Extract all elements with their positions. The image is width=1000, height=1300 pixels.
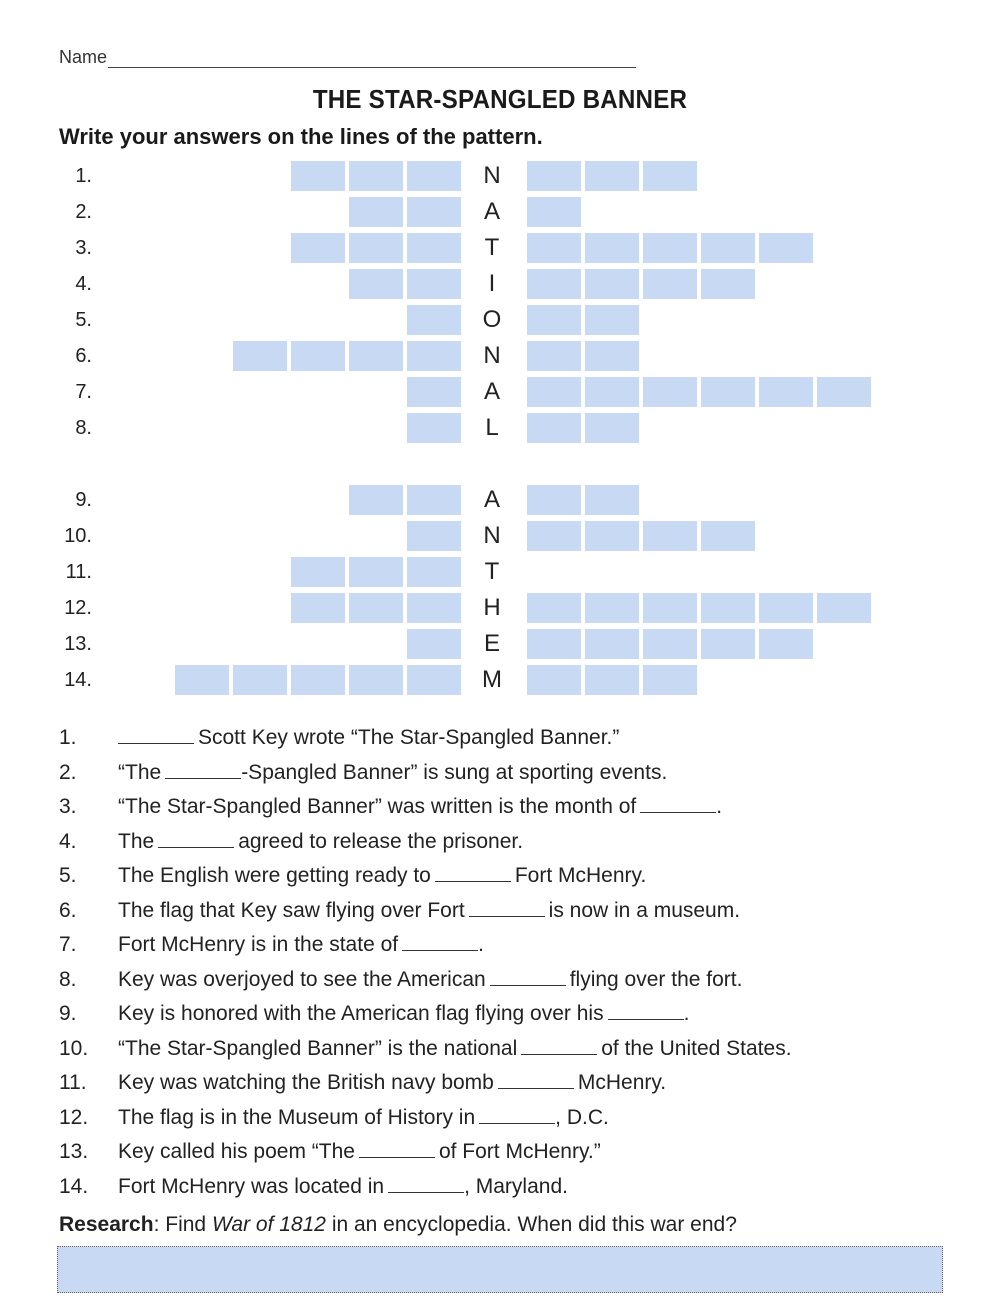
answer-cell-right[interactable] — [585, 521, 639, 551]
answer-cell-left[interactable] — [291, 593, 345, 623]
row-number: 12. — [64, 597, 92, 619]
answer-cell-left[interactable] — [407, 665, 461, 695]
clue-text-after: flying over the fort. — [569, 967, 743, 991]
clue-text-before: Key is honored with the American flag flying over his — [118, 1002, 604, 1025]
answer-cell-left[interactable] — [407, 521, 461, 551]
clue-blank[interactable] — [469, 898, 545, 917]
clue-text-before: Fort McHenry is in the state of — [118, 933, 399, 956]
key-letter: E — [483, 630, 500, 657]
clue-text-after: . — [683, 1002, 690, 1025]
clue-text-before: The flag is in the Museum of History in — [118, 1105, 476, 1129]
clue-text-before: “The Star-Spangled Banner” was written is the month of — [118, 795, 637, 818]
clue-number: 13. — [59, 1140, 89, 1163]
clue-blank[interactable] — [359, 1139, 435, 1158]
page-title: THE STAR-SPANGLED BANNER — [312, 84, 688, 114]
answer-cell-right[interactable] — [643, 665, 697, 695]
clue-item — [59, 930, 484, 960]
answer-cell-right[interactable] — [585, 593, 639, 623]
answer-cell-left[interactable] — [407, 485, 461, 515]
answer-cell-right[interactable] — [701, 521, 755, 551]
key-letter: M — [482, 666, 502, 693]
key-letter: A — [483, 198, 500, 225]
clue-item — [59, 896, 740, 926]
answer-cell-right[interactable] — [759, 233, 813, 263]
answer-cell-right[interactable] — [585, 305, 639, 335]
clue-text-before: The flag that Key saw flying over Fort — [118, 898, 465, 922]
answer-cell-right[interactable] — [817, 593, 871, 623]
answer-cell-left[interactable] — [407, 377, 461, 407]
answer-cell-left[interactable] — [407, 557, 461, 587]
clue-item — [59, 827, 523, 857]
answer-cell-left[interactable] — [349, 485, 403, 515]
clue-item — [59, 792, 722, 822]
clue-text-after: , Maryland. — [464, 1174, 568, 1198]
answer-cell-left[interactable] — [349, 593, 403, 623]
clue-text-after: Scott Key wrote “The Star-Spangled Banner.” — [198, 726, 620, 749]
clue-text-after: of Fort McHenry.” — [438, 1140, 601, 1163]
answer-cell-right[interactable] — [585, 665, 639, 695]
clue-number: 1. — [59, 726, 77, 749]
answer-cell-right[interactable] — [585, 629, 639, 659]
research-prompt — [59, 1213, 737, 1237]
clue-text-before: “The Star-Spangled Banner” is the national — [118, 1036, 518, 1060]
clue-blank[interactable] — [608, 1001, 684, 1020]
clue-item — [59, 1103, 609, 1133]
research-text-before: Find — [165, 1213, 207, 1236]
key-letter: O — [482, 306, 502, 333]
row-number: 2. — [75, 201, 92, 223]
answer-cell-left[interactable] — [291, 233, 345, 263]
answer-cell-right[interactable] — [585, 269, 639, 299]
answer-cell-right[interactable] — [643, 521, 697, 551]
answer-cell-left[interactable] — [291, 161, 345, 191]
clue-blank[interactable] — [479, 1105, 555, 1124]
clue-number: 5. — [59, 864, 77, 887]
key-letter: A — [483, 378, 500, 405]
row-number: 7. — [75, 381, 92, 403]
answer-cell-right[interactable] — [585, 341, 639, 371]
answer-cell-right[interactable] — [527, 269, 581, 299]
answer-cell-left[interactable] — [175, 665, 229, 695]
clue-item — [59, 1034, 792, 1064]
row-number: 9. — [75, 489, 92, 511]
answer-cell-left[interactable] — [349, 233, 403, 263]
key-letter: A — [483, 486, 500, 513]
answer-cell-right[interactable] — [701, 233, 755, 263]
answer-cell-left[interactable] — [291, 341, 345, 371]
clue-text-after: -Spangled Banner” is sung at sporting events. — [241, 760, 668, 784]
clue-number: 2. — [59, 760, 77, 784]
answer-cell-right[interactable] — [643, 377, 697, 407]
answer-cell-left[interactable] — [349, 557, 403, 587]
answer-cell-right[interactable] — [527, 197, 581, 227]
clue-item — [59, 861, 646, 891]
row-number: 10. — [64, 525, 92, 547]
clue-number: 3. — [59, 795, 77, 818]
clue-number: 14. — [59, 1174, 89, 1198]
clue-number: 9. — [59, 1002, 77, 1025]
row-number: 1. — [75, 165, 92, 187]
clue-text-after: . — [478, 933, 484, 956]
answer-cell-left[interactable] — [407, 161, 461, 191]
clue-number: 7. — [59, 933, 77, 956]
answer-cell-right[interactable] — [585, 485, 639, 515]
answer-cell-left[interactable] — [233, 665, 287, 695]
clue-text-before: Fort McHenry was located in — [118, 1174, 385, 1198]
key-letter: T — [484, 558, 500, 585]
clue-text-before: The — [118, 829, 155, 853]
clue-blank[interactable] — [165, 760, 241, 779]
clue-item — [59, 758, 667, 788]
answer-cell-right[interactable] — [701, 593, 755, 623]
answer-cell-right[interactable] — [585, 413, 639, 443]
answer-cell-right[interactable] — [527, 341, 581, 371]
answer-cell-right[interactable] — [643, 269, 697, 299]
clue-text-after: agreed to release the prisoner. — [238, 829, 524, 853]
clue-number: 11. — [59, 1071, 87, 1094]
row-number: 6. — [75, 345, 92, 367]
answer-cell-right[interactable] — [527, 521, 581, 551]
answer-cell-right[interactable] — [759, 377, 813, 407]
clue-blank[interactable] — [640, 794, 716, 813]
answer-cell-right[interactable] — [527, 305, 581, 335]
key-letter: N — [483, 162, 501, 189]
clue-item — [59, 723, 619, 753]
answer-cell-left[interactable] — [407, 197, 461, 227]
answer-cell-left[interactable] — [349, 161, 403, 191]
answer-cell-right[interactable] — [527, 161, 581, 191]
answer-cell-right[interactable] — [701, 629, 755, 659]
clue-text-before: “The — [118, 760, 162, 784]
answer-cell-right[interactable] — [527, 629, 581, 659]
clue-blank[interactable] — [435, 863, 511, 882]
research-label: Research — [59, 1213, 154, 1236]
clue-text-before: The English were getting ready to — [118, 864, 431, 887]
answer-cell-left[interactable] — [407, 593, 461, 623]
answer-cell-left[interactable] — [349, 269, 403, 299]
clue-text-after: Fort McHenry. — [514, 864, 647, 887]
row-number: 3. — [75, 237, 92, 259]
key-letter: T — [484, 234, 500, 261]
clue-blank[interactable] — [158, 829, 234, 848]
clue-blank[interactable] — [402, 932, 478, 951]
answer-cell-right[interactable] — [701, 377, 755, 407]
answer-cell-left[interactable] — [407, 629, 461, 659]
key-letter: L — [485, 414, 499, 441]
clue-number: 6. — [59, 898, 77, 922]
row-number: 4. — [75, 273, 92, 295]
row-number: 11. — [65, 561, 92, 583]
answer-cell-right[interactable] — [527, 485, 581, 515]
clue-item — [59, 1068, 666, 1098]
clue-blank[interactable] — [388, 1174, 464, 1193]
key-letter: N — [483, 522, 501, 549]
clue-text-after: McHenry. — [577, 1071, 667, 1094]
answer-cell-right[interactable] — [527, 593, 581, 623]
clue-blank[interactable] — [490, 967, 566, 986]
instructions: Write your answers on the lines of the pattern. — [59, 124, 543, 149]
clue-text-after: , D.C. — [555, 1105, 609, 1129]
answer-cell-left[interactable] — [233, 341, 287, 371]
answer-cell-left[interactable] — [349, 197, 403, 227]
answer-cell-right[interactable] — [701, 269, 755, 299]
row-number: 13. — [64, 633, 92, 655]
key-letter: H — [483, 594, 501, 621]
clue-item — [59, 1137, 601, 1167]
row-number: 14. — [64, 669, 92, 691]
research-answer-box[interactable] — [57, 1246, 943, 1293]
answer-cell-left[interactable] — [291, 665, 345, 695]
clue-text-after: of the United States. — [601, 1036, 792, 1060]
clue-item — [59, 965, 742, 995]
row-number: 5. — [75, 309, 92, 331]
research-text-after: in an encyclopedia. When did this war end? — [331, 1213, 737, 1236]
answer-cell-left[interactable] — [407, 341, 461, 371]
clue-number: 12. — [59, 1105, 89, 1129]
answer-cell-right[interactable] — [527, 413, 581, 443]
answer-cell-right[interactable] — [759, 593, 813, 623]
clue-text-before: Key was watching the British navy bomb — [118, 1071, 494, 1094]
research-colon: : — [153, 1213, 160, 1236]
answer-cell-right[interactable] — [643, 629, 697, 659]
answer-cell-right[interactable] — [585, 377, 639, 407]
key-letter: N — [483, 342, 501, 369]
clue-blank[interactable] — [118, 725, 194, 744]
clue-number: 4. — [59, 829, 77, 853]
name-label: Name — [59, 47, 108, 67]
answer-cell-left[interactable] — [407, 269, 461, 299]
answer-cell-left[interactable] — [407, 413, 461, 443]
clue-text-before: Key called his poem “The — [118, 1140, 355, 1163]
answer-cell-right[interactable] — [759, 629, 813, 659]
answer-cell-right[interactable] — [527, 665, 581, 695]
answer-cell-right[interactable] — [643, 233, 697, 263]
answer-cell-right[interactable] — [817, 377, 871, 407]
row-number: 8. — [75, 417, 92, 439]
research-italic-term: War of 1812 — [211, 1213, 326, 1236]
answer-cell-right[interactable] — [527, 377, 581, 407]
answer-cell-right[interactable] — [527, 233, 581, 263]
clue-number: 10. — [59, 1036, 89, 1060]
clue-item — [59, 1172, 568, 1202]
clue-item — [59, 999, 689, 1029]
clue-text-after: is now in a museum. — [548, 898, 741, 922]
answer-cell-left[interactable] — [349, 341, 403, 371]
answer-cell-right[interactable] — [585, 161, 639, 191]
answer-cell-right[interactable] — [643, 593, 697, 623]
answer-cell-left[interactable] — [407, 305, 461, 335]
clue-text-after: . — [716, 795, 723, 818]
answer-cell-left[interactable] — [349, 665, 403, 695]
clue-text-before: Key was overjoyed to see the American — [118, 967, 486, 991]
answer-cell-right[interactable] — [643, 161, 697, 191]
answer-cell-right[interactable] — [585, 233, 639, 263]
clue-number: 8. — [59, 967, 77, 991]
answer-cell-left[interactable] — [291, 557, 345, 587]
clue-blank[interactable] — [521, 1036, 597, 1055]
clue-blank[interactable] — [498, 1070, 574, 1089]
key-letter: I — [488, 270, 496, 297]
answer-cell-left[interactable] — [407, 233, 461, 263]
